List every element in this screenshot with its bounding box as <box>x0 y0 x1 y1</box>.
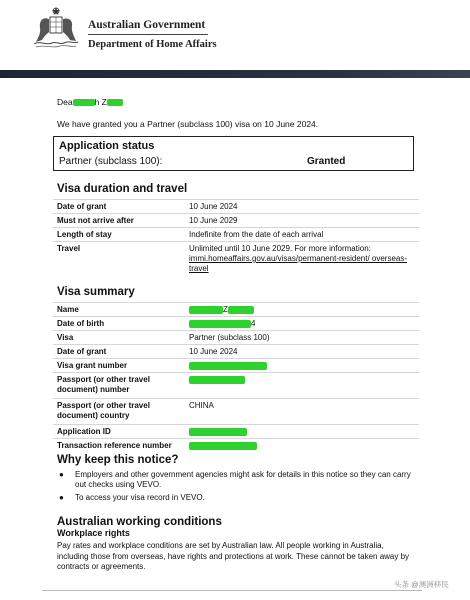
redaction-bar <box>189 428 247 436</box>
visa-summary-table <box>53 302 419 452</box>
redaction-bar <box>73 99 95 106</box>
table-row <box>53 438 419 452</box>
row-value: CHINA <box>189 401 214 410</box>
row-value: Unlimited until 10 June 2029. For more information: <box>189 244 371 253</box>
government-name: Australian Government <box>88 19 206 31</box>
section-title-duration: Visa duration and travel <box>57 183 188 195</box>
row-key: Date of grant <box>57 347 107 356</box>
row-key: Date of birth <box>57 319 105 328</box>
redaction-bar <box>189 306 223 314</box>
row-value: 10 June 2024 <box>189 202 238 211</box>
bullet-icon: ● <box>59 493 64 502</box>
redaction-bar <box>189 376 245 384</box>
section-title-working: Australian working conditions <box>57 516 222 528</box>
duration-table <box>53 199 419 278</box>
table-row <box>53 398 419 424</box>
redaction-bar <box>189 320 251 328</box>
table-row <box>53 344 419 358</box>
section-title-notice: Why keep this notice? <box>57 454 179 466</box>
salutation: Dea h Z <box>57 97 123 107</box>
row-key: Name <box>57 305 79 314</box>
letterhead-divider <box>88 34 208 35</box>
watermark: 头条 @澳洲移民 <box>394 580 449 589</box>
letterhead <box>0 0 470 72</box>
table-row <box>53 424 419 438</box>
row-key: Travel <box>57 244 81 253</box>
workplace-rights-heading: Workplace rights <box>57 528 130 538</box>
list-item: ● To access your visa record in VEVO. <box>59 493 205 502</box>
status-title: Application status <box>59 140 155 152</box>
table-row <box>53 241 419 278</box>
redaction-bar <box>228 306 254 314</box>
row-key: Passport (or other travel document) country <box>57 401 150 420</box>
bullet-icon: ● <box>59 470 64 479</box>
row-key: Must not arrive after <box>57 216 134 225</box>
workplace-rights-text: Pay rates and workplace conditions are set by Australian law. All people working in Australia, including those from overseas, have rights and protections at work. These cannot be taken away by contracts or agreements. <box>57 541 410 571</box>
redaction-bar <box>189 442 257 450</box>
table-row <box>53 213 419 227</box>
coat-of-arms-icon <box>30 6 82 52</box>
footer-divider <box>42 590 422 591</box>
department-name: Department of Home Affairs <box>88 39 217 50</box>
row-value: Partner (subclass 100) <box>189 333 270 342</box>
row-key: Passport (or other travel document) number <box>57 375 150 394</box>
section-title-summary: Visa summary <box>57 286 135 298</box>
travel-info-link[interactable]: immi.homeaffairs.gov.au/visas/permanent-resident/ overseas-travel <box>189 254 408 273</box>
table-row <box>53 302 419 316</box>
table-row <box>53 372 419 398</box>
grant-statement: We have granted you a Partner (subclass 100) visa on 10 June 2024. <box>57 119 319 129</box>
table-row <box>53 330 419 344</box>
redaction-bar <box>189 362 267 370</box>
status-value: Granted <box>307 156 346 167</box>
table-row <box>53 227 419 241</box>
notice-bullet-list <box>57 470 417 506</box>
row-value: 10 June 2029 <box>189 216 238 225</box>
row-key: Visa grant number <box>57 361 128 370</box>
row-value: Indefinite from the date of each arrival <box>189 230 324 239</box>
application-status-box <box>53 136 414 171</box>
row-key: Length of stay <box>57 230 112 239</box>
list-item: ● Employers and other government agencies might ask for details in this notice so they can carry out checks using VEVO. <box>59 470 411 489</box>
table-row <box>53 316 419 330</box>
row-key: Date of grant <box>57 202 107 211</box>
row-value: 4 <box>251 319 256 328</box>
row-value: 10 June 2024 <box>189 347 238 356</box>
table-row <box>53 358 419 372</box>
row-key: Visa <box>57 333 74 342</box>
table-row <box>53 199 419 213</box>
row-key: Transaction reference number <box>57 441 172 450</box>
header-band <box>0 70 470 78</box>
status-label: Partner (subclass 100): <box>59 156 163 167</box>
redaction-bar <box>107 99 123 106</box>
row-key: Application ID <box>57 427 111 436</box>
row-value: Z <box>223 305 228 314</box>
